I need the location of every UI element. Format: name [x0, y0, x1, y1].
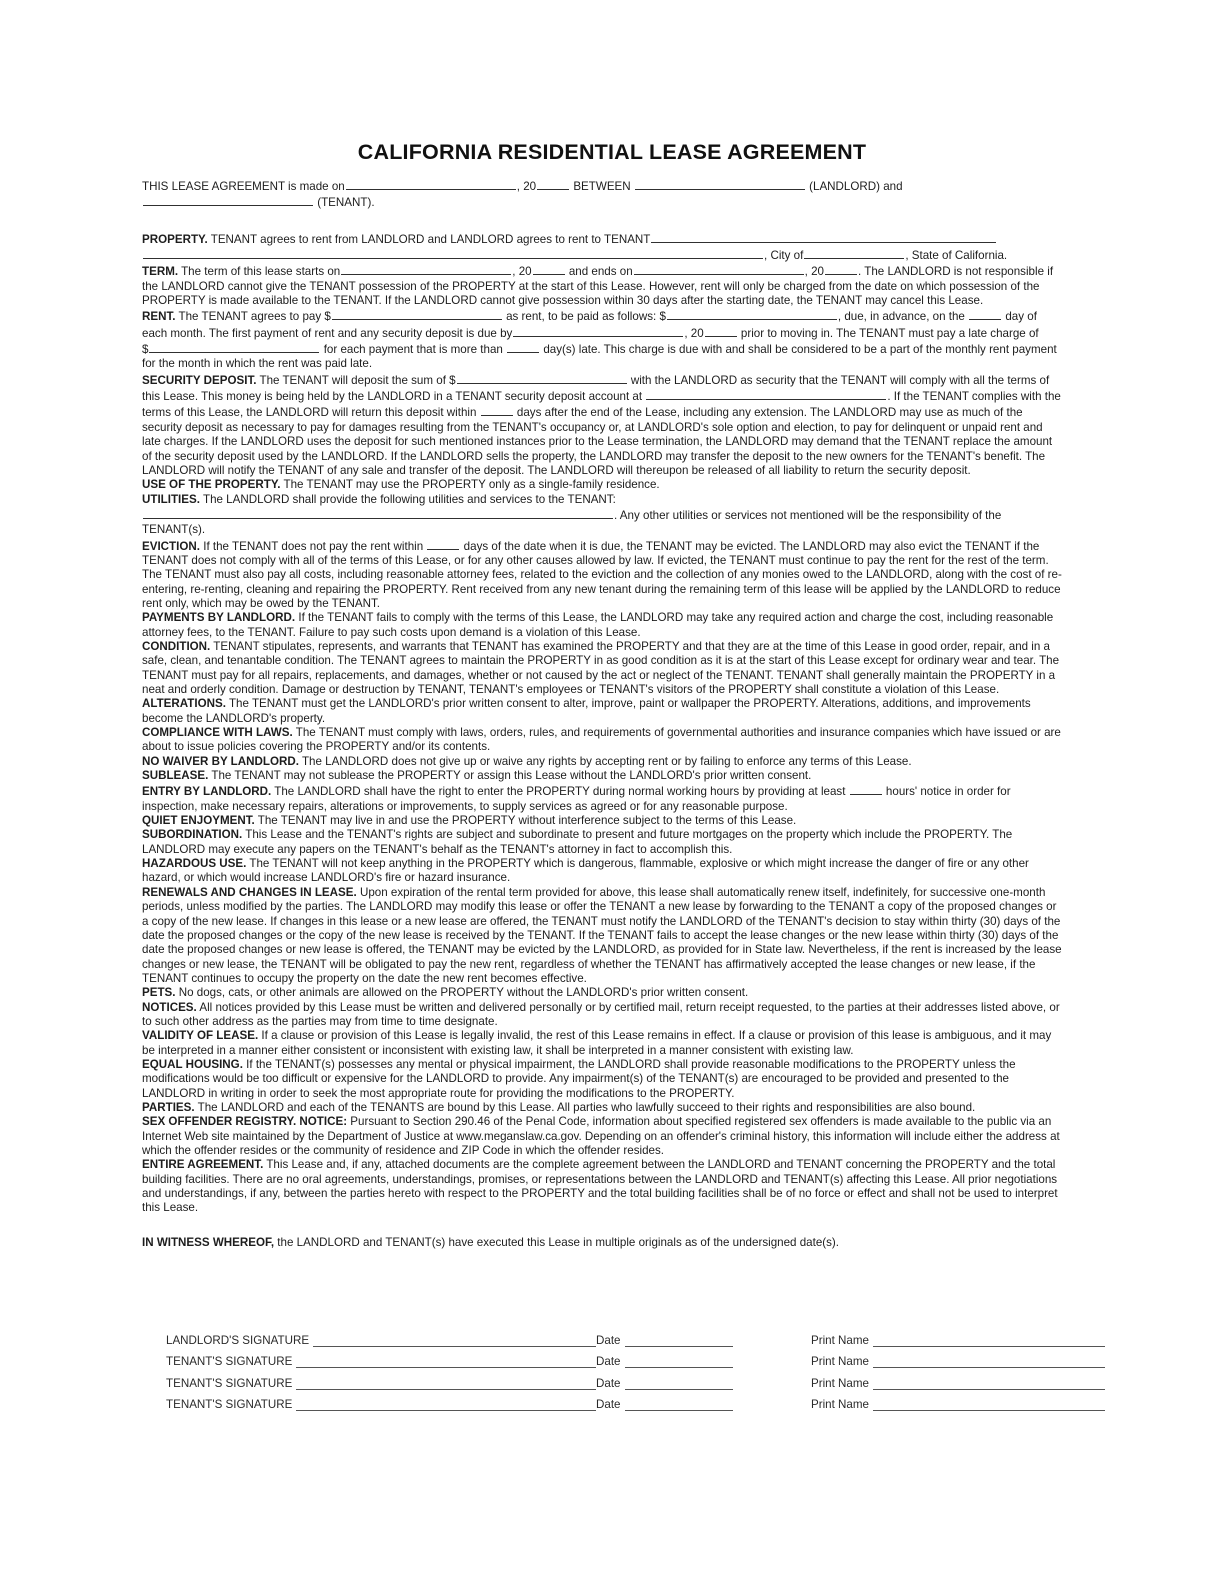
witness-label: IN WITNESS WHEREOF,	[142, 1235, 275, 1249]
intro-text-2: , 20	[516, 180, 537, 193]
tenant-3-signature-field[interactable]	[166, 1398, 596, 1411]
section-text-term-e: . The LANDLORD is not responsible if the LANDLORD cannot give the TENANT possession of the PROPERTY at the start of this Lease. However, rent will only be charged from the date on which possession of the PROPERTY is made available to the TENANT. If the LANDLORD cannot give possession within 30 days after the starting date, the TENANT may cancel this Lease.	[142, 265, 1054, 308]
tenant-2-signature-field[interactable]	[166, 1377, 596, 1390]
tenant-2-signature-label: TENANT'S SIGNATURE	[166, 1376, 293, 1390]
year-blank[interactable]	[537, 178, 569, 190]
signature-row-tenant-2	[166, 1368, 1062, 1390]
section-alterations	[142, 697, 1062, 726]
section-no-waiver-by-landlord	[142, 755, 1062, 769]
tenant-1-print-name-field[interactable]	[811, 1355, 1061, 1368]
landlord-signature-field[interactable]	[166, 1334, 596, 1347]
section-label-property: PROPERTY.	[142, 232, 208, 246]
section-use-of-property	[142, 478, 1062, 492]
section-text-sublease-a: The TENANT may not sublease the PROPERTY or assign this Lease without the LANDLORD's prior written consent.	[211, 769, 812, 783]
section-text-term-a: The term of this lease starts on	[181, 265, 341, 279]
section-text-sd-d: days after the end of the Lease, including any extension. The LANDLORD may use as much of the security deposit as necessary to pay for damages resulting from the TENANT's occupancy or, at LANDLORD's sole option and election, to pay for delinquent or unpaid rent and late charges. If the LANDLORD uses the deposit for such mentioned instances prior to the Lease termination, the LANDLORD may demand that the TENANT replace the amount of the security deposit used by the LANDLORD. If the LANDLORD sells the property, the LANDLORD may transfer the deposit to the new owners for the TENANT's benefit. The LANDLORD will notify the TENANT of any sale and transfer of the deposit. The LANDLORD will thereupon be released of all liability to return the security deposit.	[142, 406, 1053, 477]
tenant-3-date-label: Date	[596, 1398, 621, 1411]
section-text-property-c: , State of California.	[905, 249, 1008, 263]
section-text-term-b: , 20	[512, 265, 532, 279]
spacer	[142, 211, 1062, 231]
section-text-notices-a: All notices provided by this Lease must be written and delivered personally or by certified mail, return receipt requested, to the parties at their addresses listed above, or to such other address as the parties may from time to time designate.	[142, 1000, 1060, 1028]
landlord-signature-line[interactable]	[313, 1335, 596, 1347]
section-text-term-d: , 20	[804, 265, 825, 279]
section-text-entry-b: hours' notice in order for inspection, make necessary repairs, alterations or improvements, to supply services as agreed or for any reasonable purpose.	[142, 785, 1011, 813]
section-text-no-waiver-a: The LANDLORD does not give up or waive any rights by accepting rent or by failing to enforce any terms of this Lease.	[301, 754, 912, 768]
tenant-name-blank[interactable]	[143, 194, 313, 206]
section-sublease	[142, 769, 1062, 783]
eviction-days-blank[interactable]	[427, 538, 459, 550]
section-label-security-deposit: SECURITY DEPOSIT.	[142, 373, 257, 387]
section-text-utilities-a: The LANDLORD shall provide the following utilities and services to the TENANT:	[202, 492, 616, 506]
section-rent	[142, 308, 1062, 371]
section-label-utilities: UTILITIES.	[142, 492, 200, 506]
document-body	[142, 178, 1062, 1250]
section-label-entry-by-landlord: ENTRY BY LANDLORD.	[142, 785, 272, 799]
section-label-payments-by-landlord: PAYMENTS BY LANDLORD.	[142, 611, 296, 625]
section-quiet-enjoyment	[142, 814, 1062, 828]
deposit-account-blank[interactable]	[646, 388, 886, 400]
section-payments-by-landlord	[142, 611, 1062, 640]
tenant-1-print-name-label: Print Name	[811, 1355, 869, 1368]
signature-block	[166, 1325, 1062, 1411]
section-label-compliance-with-laws: COMPLIANCE WITH LAWS.	[142, 726, 293, 740]
tenant-3-signature-label: TENANT'S SIGNATURE	[166, 1398, 293, 1411]
landlord-print-name-label: Print Name	[811, 1333, 869, 1347]
section-text-hazardous-a: The TENANT will not keep anything in the PROPERTY which is dangerous, flammable, explosive or which might increase the danger of fire or any other hazard, or which would increase LANDLORD's fire or hazard insurance.	[142, 857, 1029, 885]
tenant-3-signature-line[interactable]	[296, 1399, 596, 1411]
page-title: CALIFORNIA RESIDENTIAL LEASE AGREEMENT	[357, 140, 867, 164]
section-validity-of-lease	[142, 1029, 1062, 1058]
section-text-compliance-a: The TENANT must comply with laws, orders, rules, and requirements of governmental authorities and insurance companies which have issued or are about to issue policies covering the PROPERTY and/or its contents.	[142, 726, 1061, 754]
intro-text-3: BETWEEN	[573, 180, 631, 193]
landlord-name-blank[interactable]	[635, 178, 805, 190]
rent-day-blank[interactable]	[969, 308, 1001, 320]
tenant-3-print-name-field[interactable]	[811, 1398, 1061, 1411]
tenant-1-print-name-line[interactable]	[873, 1356, 1105, 1368]
tenant-1-date-label: Date	[596, 1355, 621, 1368]
section-text-entire-agreement-a: This Lease and, if any, attached documents are the complete agreement between the LANDLORD and TENANT concerning the PROPERTY and the total building facilities. There are no oral agreements, understandings, promises, or representations between the LANDLORD and TENANT(s) affecting this Lease. All prior negotiations and understandings, if any, between the parties hereto with respect to the PROPERTY and the total building facilities shall be of no force or effect and shall not be used to interpret this Lease.	[142, 1158, 1058, 1215]
first-payment-year-blank[interactable]	[705, 325, 737, 337]
landlord-print-name-line[interactable]	[873, 1335, 1105, 1347]
section-text-term-c: and ends on	[568, 265, 633, 279]
section-eviction	[142, 538, 1062, 612]
section-text-rent-i: day(s) late. This charge is due with and shall be considered to be a part of the monthly rent payment for the month in which the rent was paid late.	[142, 343, 1057, 371]
section-label-validity: VALIDITY OF LEASE.	[142, 1029, 259, 1043]
security-deposit-amount-blank[interactable]	[457, 372, 627, 384]
landlord-date-field[interactable]	[596, 1334, 811, 1347]
section-text-utilities-b: . Any other utilities or services not mentioned will be the responsibility of the TENANT(s).	[142, 508, 1002, 537]
tenant-3-print-name-line[interactable]	[873, 1399, 1105, 1411]
section-text-sd-b: with the LANDLORD as security that the TENANT will comply with all the terms of this Lease. This money is being held by the LANDLORD in a TENANT security deposit account at	[142, 373, 1050, 404]
section-label-quiet-enjoyment: QUIET ENJOYMENT.	[142, 814, 255, 828]
section-term	[142, 263, 1062, 308]
section-sex-offender-registry	[142, 1115, 1062, 1158]
section-text-rent-f: prior to moving in. The TENANT must pay a late charge of	[740, 326, 1039, 340]
tenant-2-print-name-line[interactable]	[873, 1378, 1105, 1390]
section-label-sublease: SUBLEASE.	[142, 769, 209, 783]
section-text-equal-housing-a: If the TENANT(s) possesses any mental or physical impairment, the LANDLORD shall provide reasonable modifications to the PROPERTY unless the modifications would be too difficult or expensive for the LANDLORD to provide. Any impairment(s) of the TENANT(s) are encouraged to be provided and presented to the LANDLORD in writing in order to seek the most appropriate route for providing the modifications to the PROPERTY.	[142, 1057, 1016, 1100]
section-text-property-a: TENANT agrees to rent from LANDLORD and LANDLORD agrees to rent to TENANT	[210, 232, 651, 246]
landlord-print-name-field[interactable]	[811, 1334, 1061, 1347]
intro-text-4: (LANDLORD) and	[809, 180, 903, 193]
section-text-entry-a: The LANDLORD shall have the right to enter the PROPERTY during normal working hours by providing at least	[274, 785, 846, 799]
tenant-3-date-field[interactable]	[596, 1398, 811, 1411]
section-text-rent-e: , 20	[684, 326, 704, 340]
section-parties	[142, 1101, 1062, 1115]
tenant-2-signature-line[interactable]	[296, 1378, 596, 1390]
term-start-year-blank[interactable]	[533, 263, 565, 275]
paragraph-intro	[142, 178, 1062, 211]
first-payment-date-blank[interactable]	[513, 325, 683, 337]
intro-text-1: THIS LEASE AGREEMENT is made on	[142, 180, 345, 193]
property-address-blank-2[interactable]	[143, 247, 763, 259]
section-text-eviction-b: days of the date when it is due, the TENANT may be evicted. The LANDLORD may also evict the TENANT if the TENANT does not comply with all of the terms of this Lease, or for any other causes allowed by law. If evicted, the TENANT must continue to pay the rent for the rest of the term. The TENANT must also pay all costs, including reasonable attorney fees, related to the eviction and the collection of any monies owed to the LANDLORD, along with the cost of re-entering, re-renting, cleaning and repairing the PROPERTY. Rent received from any new tenant during the remaining term of this lease will be applied by the LANDLORD to reduce rent only, which may be owed by the TENANT.	[142, 539, 1062, 610]
spacer-witness	[142, 1216, 1062, 1236]
section-text-condition-a: TENANT stipulates, represents, and warrants that TENANT has examined the PROPERTY and that they are at the time of this Lease in good order, repair, and in a safe, clean, and tenantable condition. The TENANT agrees to maintain the PROPERTY in as good condition as it is at the start of this Lease except for ordinary wear and tear. The TENANT must pay for all repairs, replacements, and damages, whether or not caused by the act or neglect of the TENANT. TENANT shall generally maintain the PROPERTY in a neat and orderly condition. Damage or destruction by TENANT, TENANT's employees or TENANT's visitors of the PROPERTY shall constitute a violation of this Lease.	[142, 639, 1060, 696]
section-label-renewals: RENEWALS AND CHANGES IN LEASE.	[142, 885, 357, 899]
landlord-date-label: Date	[596, 1333, 621, 1347]
tenant-2-date-label: Date	[596, 1376, 621, 1390]
tenant-2-print-name-label: Print Name	[811, 1376, 869, 1390]
section-text-sd-a: The TENANT will deposit the sum of $	[259, 373, 456, 387]
section-text-property-b: , City of	[764, 249, 804, 263]
witness-clause	[142, 1236, 1062, 1250]
tenant-2-date-line[interactable]	[625, 1378, 733, 1390]
term-start-date-blank[interactable]	[341, 263, 511, 275]
signature-row-tenant-3	[166, 1390, 1062, 1412]
section-text-pbl-a: If the TENANT fails to comply with the terms of this Lease, the LANDLORD may take any required action and charge the cost, including reasonable attorney fees, to the TENANT. Failure to pay such costs upon demand is a violation of this Lease.	[142, 611, 1054, 639]
section-text-quiet-a: The TENANT may live in and use the PROPERTY without interference subject to the terms of this Lease.	[257, 814, 797, 828]
signature-row-tenant-1	[166, 1347, 1062, 1369]
section-text-eviction-a: If the TENANT does not pay the rent within	[203, 539, 424, 553]
deposit-return-days-blank[interactable]	[481, 404, 513, 416]
section-hazardous-use	[142, 857, 1062, 886]
section-label-pets: PETS.	[142, 986, 176, 1000]
section-text-pets-a: No dogs, cats, or other animals are allowed on the PROPERTY without the LANDLORD's prior written consent.	[178, 986, 749, 1000]
intro-text-5: (TENANT).	[317, 196, 375, 210]
section-label-hazardous-use: HAZARDOUS USE.	[142, 857, 247, 871]
section-text-rent-a: The TENANT agrees to pay $	[178, 310, 331, 324]
entry-notice-hours-blank[interactable]	[850, 783, 882, 795]
landlord-date-line[interactable]	[625, 1335, 733, 1347]
section-label-equal-housing: EQUAL HOUSING.	[142, 1057, 243, 1071]
tenant-3-date-line[interactable]	[625, 1399, 733, 1411]
tenant-3-print-name-label: Print Name	[811, 1398, 869, 1411]
property-address-blank-1[interactable]	[651, 231, 996, 243]
witness-text: the LANDLORD and TENANT(s) have executed this Lease in multiple originals as of the undersigned date(s).	[277, 1235, 840, 1249]
section-condition	[142, 640, 1062, 697]
late-charge-blank[interactable]	[149, 341, 319, 353]
term-end-date-blank[interactable]	[634, 263, 804, 275]
section-entry-by-landlord	[142, 783, 1062, 814]
section-subordination	[142, 828, 1062, 857]
utilities-blank[interactable]	[143, 507, 613, 519]
tenant-1-date-line[interactable]	[625, 1356, 733, 1368]
section-text-rent-h: for each payment that is more than	[323, 343, 503, 357]
signature-row-landlord	[166, 1325, 1062, 1347]
section-security-deposit	[142, 372, 1062, 478]
tenant-2-print-name-field[interactable]	[811, 1377, 1061, 1390]
section-label-term: TERM.	[142, 265, 179, 279]
tenant-2-date-field[interactable]	[596, 1377, 811, 1390]
section-text-validity-a: If a clause or provision of this Lease is legally invalid, the rest of this Lease remains in effect. If a clause or provision of this lease is ambiguous, and it may be interpreted in a manner either consistent or inconsistent with existing law, it shall be interpreted in a manner consistent with existing law.	[142, 1029, 1052, 1057]
section-notices	[142, 1001, 1062, 1030]
section-text-parties-a: The LANDLORD and each of the TENANTS are bound by this Lease. All parties who lawfully succeed to their rights and responsibilities are also bound.	[197, 1100, 976, 1114]
section-label-rent: RENT.	[142, 310, 176, 324]
section-label-sex-offender-registry: SEX OFFENDER REGISTRY. NOTICE:	[142, 1115, 348, 1129]
section-label-alterations: ALTERATIONS.	[142, 697, 226, 711]
section-text-use-a: The TENANT may use the PROPERTY only as a single-family residence.	[283, 478, 660, 492]
section-label-condition: CONDITION.	[142, 639, 211, 653]
city-blank[interactable]	[804, 247, 904, 259]
section-compliance-with-laws	[142, 726, 1062, 755]
section-pets	[142, 986, 1062, 1000]
date-blank[interactable]	[346, 178, 516, 190]
section-text-sd-c: . If the TENANT complies with the terms of this Lease, the LANDLORD will return this deposit within	[142, 390, 1061, 420]
late-days-blank[interactable]	[507, 341, 539, 353]
section-label-no-waiver: NO WAIVER BY LANDLORD.	[142, 754, 299, 768]
section-renewals-and-changes	[142, 886, 1062, 986]
rent-amount-blank[interactable]	[332, 308, 502, 320]
section-text-rent-d: day of each month. The first payment of rent and any security deposit is due by	[142, 310, 1037, 340]
section-text-renewals-a: Upon expiration of the rental term provided for above, this lease shall automatically renew itself, indefinitely, for successive one-month periods, unless modified by the parties. The LANDLORD may modify this lease or offer the TENANT a new lease by forwarding to the TENANT a copy of the proposed changes or a copy of the new lease. If changes in this lease or a new lease are offered, the TENANT must notify the LANDLORD of the TENANT's decision to stay within thirty (30) days of the date the proposed changes or the copy of the new lease is received by the TENANT. If the TENANT fails to accept the lease changes or the new lease within thirty (30) days of the date the proposed changes or new lease is offered, the TENANT may be evicted by the LANDLORD, as provided for in State law. Nevertheless, if the rent is increased by the lease changes or new lease, the TENANT will be obligated to pay the new rent, regardless of whether the TENANT has affirmatively accepted the lease changes or new lease, if the TENANT continues to occupy the property on the date the new rent becomes effective.	[142, 885, 1062, 985]
tenant-1-signature-label: TENANT'S SIGNATURE	[166, 1355, 293, 1368]
tenant-1-signature-line[interactable]	[296, 1356, 596, 1368]
section-label-entire-agreement: ENTIRE AGREEMENT.	[142, 1158, 264, 1172]
section-utilities	[142, 493, 1062, 538]
section-label-use-of-property: USE OF THE PROPERTY.	[142, 478, 281, 492]
tenant-1-signature-field[interactable]	[166, 1355, 596, 1368]
section-label-notices: NOTICES.	[142, 1000, 197, 1014]
tenant-1-date-field[interactable]	[596, 1355, 811, 1368]
landlord-signature-label: LANDLORD'S SIGNATURE	[166, 1333, 310, 1347]
section-text-sor-a: Pursuant to Section 290.46 of the Penal Code, information about specified registered sex offenders is made available to the public via an Internet Web site maintained by the Department of Justice at www.meganslaw.ca.gov. Depending on an offender's criminal history, this information will include either the address at which the offender resides or the community of residence and ZIP Code in which the offender resides.	[142, 1115, 1060, 1157]
section-equal-housing	[142, 1058, 1062, 1101]
rent-installment-blank[interactable]	[667, 308, 837, 320]
term-end-year-blank[interactable]	[825, 263, 857, 275]
section-text-rent-b: as rent, to be paid as follows: $	[506, 310, 666, 324]
section-text-subordination-a: This Lease and the TENANT's rights are subject and subordinate to present and future mortgages on the property which include the PROPERTY. The LANDLORD may execute any papers on the TENANT's behalf as the TENANT's attorney in fact to accomplish this.	[142, 828, 1013, 856]
section-label-parties: PARTIES.	[142, 1100, 195, 1114]
section-text-rent-g: $	[142, 343, 149, 357]
section-entire-agreement	[142, 1158, 1062, 1215]
section-text-rent-c: , due, in advance, on the	[837, 310, 965, 324]
section-label-eviction: EVICTION.	[142, 539, 200, 553]
section-text-alterations-a: The TENANT must get the LANDLORD's prior written consent to alter, improve, paint or wallpaper the PROPERTY. Alterations, additions, and improvements become the LANDLORD's property.	[142, 697, 1031, 725]
section-label-subordination: SUBORDINATION.	[142, 828, 243, 842]
section-property	[142, 231, 1062, 264]
